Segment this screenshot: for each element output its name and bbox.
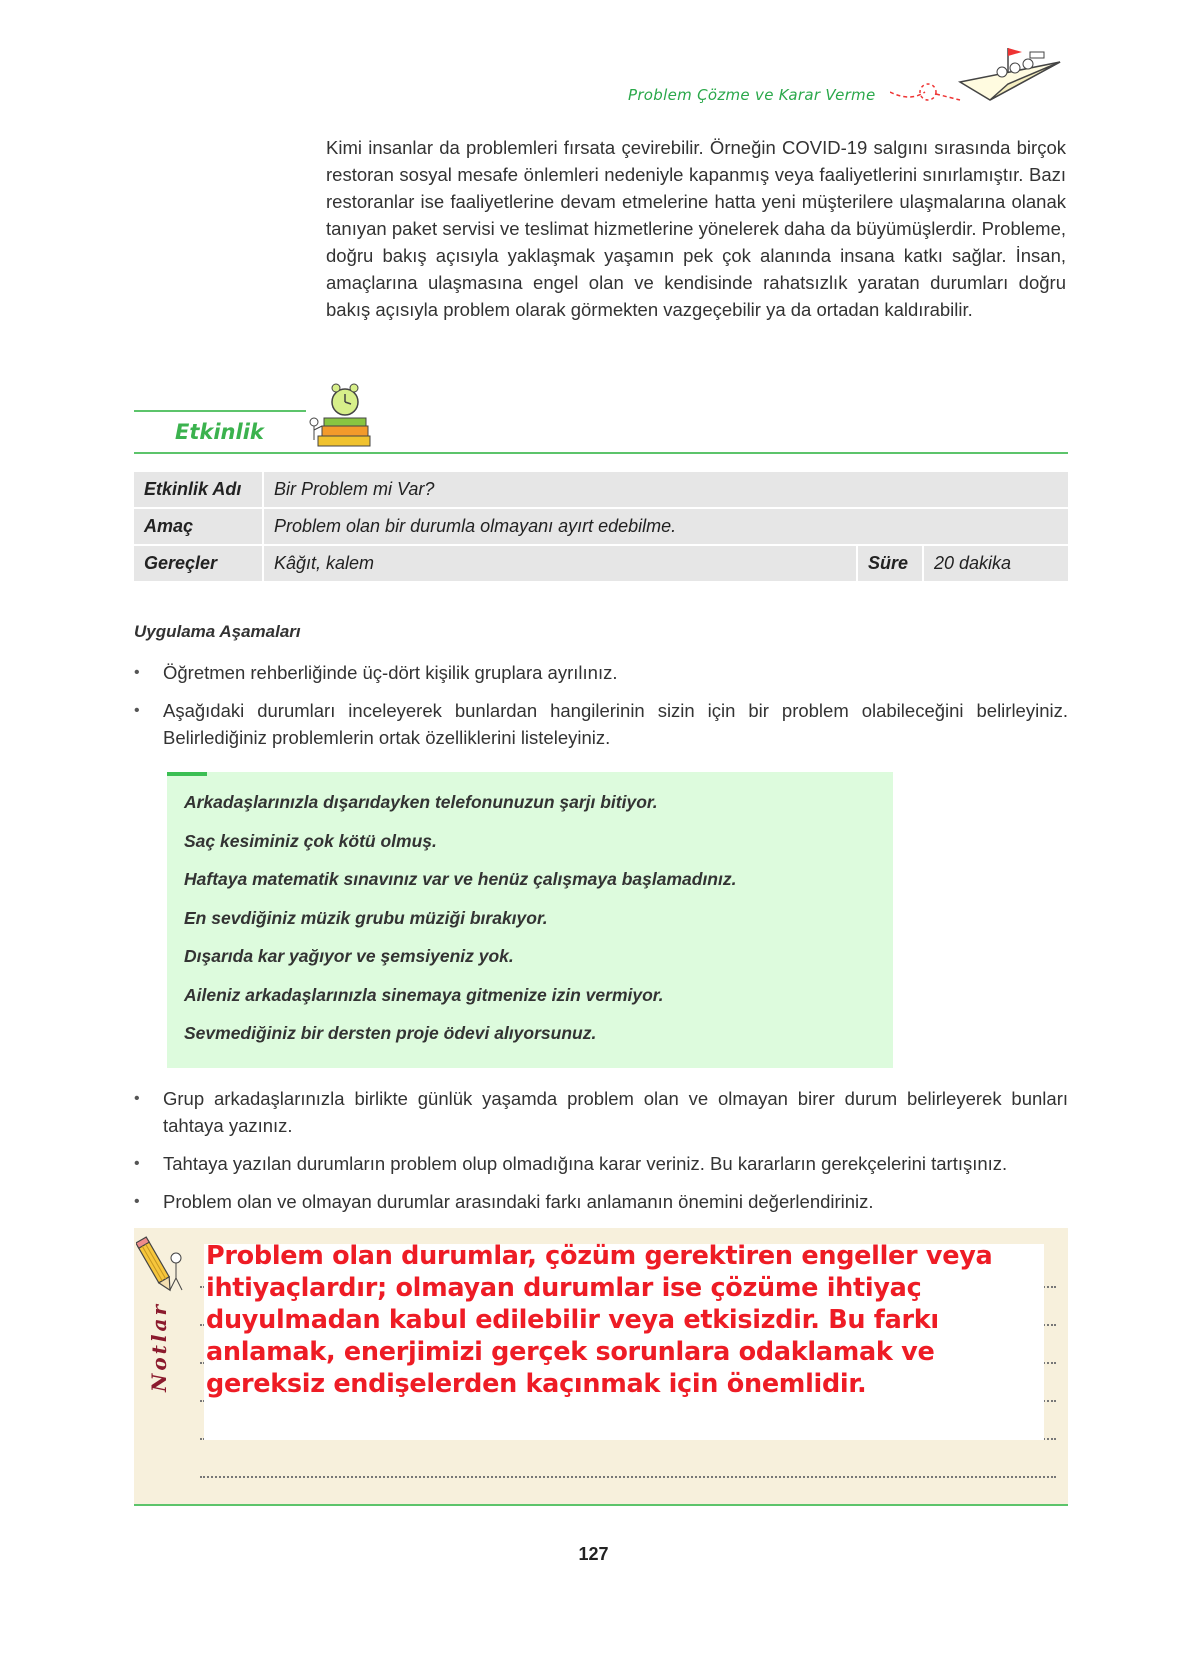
list-item: • Problem olan ve olmayan durumlar arasındaki farkı anlamanın önemini değerlendiriniz. xyxy=(134,1188,1068,1215)
table-row xyxy=(134,546,1068,581)
list-item: Saç kesiminiz çok kötü olmuş. xyxy=(184,830,437,851)
notes-dotted-line xyxy=(200,1476,1056,1478)
situations-accent-bar xyxy=(167,772,207,776)
pencil-character-icon xyxy=(136,1236,186,1303)
activity-duration-label: Süre xyxy=(858,546,922,581)
notes-label: Notlar xyxy=(147,1302,171,1392)
steps-list-bottom xyxy=(134,1085,1068,1226)
table-row xyxy=(134,472,1068,507)
activity-name-value: Bir Problem mi Var? xyxy=(264,472,1068,507)
list-item: • Öğretmen rehberliğinde üç-dört kişilik gruplara ayrılınız. xyxy=(134,659,1068,686)
activity-aim-label: Amaç xyxy=(134,509,262,544)
activity-aim-value: Problem olan bir durumla olmayanı ayırt edebilme. xyxy=(264,509,1068,544)
table-row xyxy=(134,509,1068,544)
activity-top-rule xyxy=(134,410,306,412)
intro-paragraph: Kimi insanlar da problemleri fırsata çevirebilir. Örneğin COVID-19 salgını sırasında birçok restoran sosyal mesafe önlemleri nedeniyle kapanmış veya faaliyetlerini sınırlamıştır. Bazı restoranlar ise faaliyetlerine devam etmelerine hatta yeni müşterilere ulaşmalarına olanak tanıyan paket servisi ve teslimat hizmetlerine yönelerek daha da büyümüşlerdir. Probleme, doğru bakış açısıyla yaklaşmak yaşamın pek çok alanında insana katkı sağlar. İnsan, amaçlarına ulaşmasına engel olan ve kendisinde rahatsızlık yaratan durumları doğru bakış açısıyla problem olarak görmekten vazgeçebilir ya da ortadan kaldırabilir. xyxy=(326,137,1066,320)
list-item: Arkadaşlarınızla dışarıdayken telefonunuzun şarjı bitiyor. xyxy=(184,792,658,812)
list-item: Sevmediğiniz bir dersten proje ödevi alıyorsunuz. xyxy=(184,1023,597,1043)
activity-info-table xyxy=(134,472,1068,583)
alarm-clock-books-icon xyxy=(308,382,378,457)
list-item: • Tahtaya yazılan durumların problem olup olmadığına karar veriniz. Bu kararların gerekçelerini tartışınız. xyxy=(134,1150,1068,1177)
paper-plane-illustration-icon xyxy=(890,42,1075,117)
activity-heading: Etkinlik xyxy=(175,420,264,444)
stages-heading: Uygulama Aşamaları xyxy=(134,622,301,641)
situations-list xyxy=(184,790,736,1060)
activity-materials-value: Kâğıt, kalem xyxy=(264,546,856,581)
activity-materials-label: Gereçler xyxy=(134,546,262,581)
list-item: • Aşağıdaki durumları inceleyerek bunlardan hangilerinin sizin için bir problem olabileceğini belirleyiniz. Belirlediğiniz problemlerin ortak özelliklerini listeleyiniz. xyxy=(134,697,1068,751)
list-item: En sevdiğiniz müzik grubu müziği bırakıyor. xyxy=(184,907,548,928)
list-item: • Grup arkadaşlarınızla birlikte günlük yaşamda problem olan ve olmayan birer durum belirleyerek bunları tahtaya yazınız. xyxy=(134,1085,1068,1139)
list-item: Dışarıda kar yağıyor ve şemsiyeniz yok. xyxy=(184,946,514,966)
running-header-title: Problem Çözme ve Karar Verme xyxy=(628,86,876,104)
steps-list-top xyxy=(134,659,1068,762)
list-item: Haftaya matematik sınavınız var ve henüz çalışmaya başlamadınız. xyxy=(184,869,737,889)
notes-bottom-rule xyxy=(134,1504,1068,1506)
list-item: Aileniz arkadaşlarınızla sinemaya gitmenize izin vermiyor. xyxy=(184,984,664,1005)
page-number: 127 xyxy=(578,1544,609,1564)
activity-duration-value: 20 dakika xyxy=(924,546,1068,581)
activity-name-label: Etkinlik Adı xyxy=(134,472,262,507)
activity-rule xyxy=(134,452,1068,454)
notes-answer-text[interactable]: Problem olan durumlar, çözüm gerektiren engeller veya ihtiyaçlardır; olmayan durumlar ise çözüme ihtiyaç duyulmadan kabul edilebilir veya etkisizdir. Bu farkı anlamak, enerjimizi gerçek sorunlara odaklamak ve gereksiz endişelerden kaçınmak için önemlidir. xyxy=(206,1241,993,1399)
